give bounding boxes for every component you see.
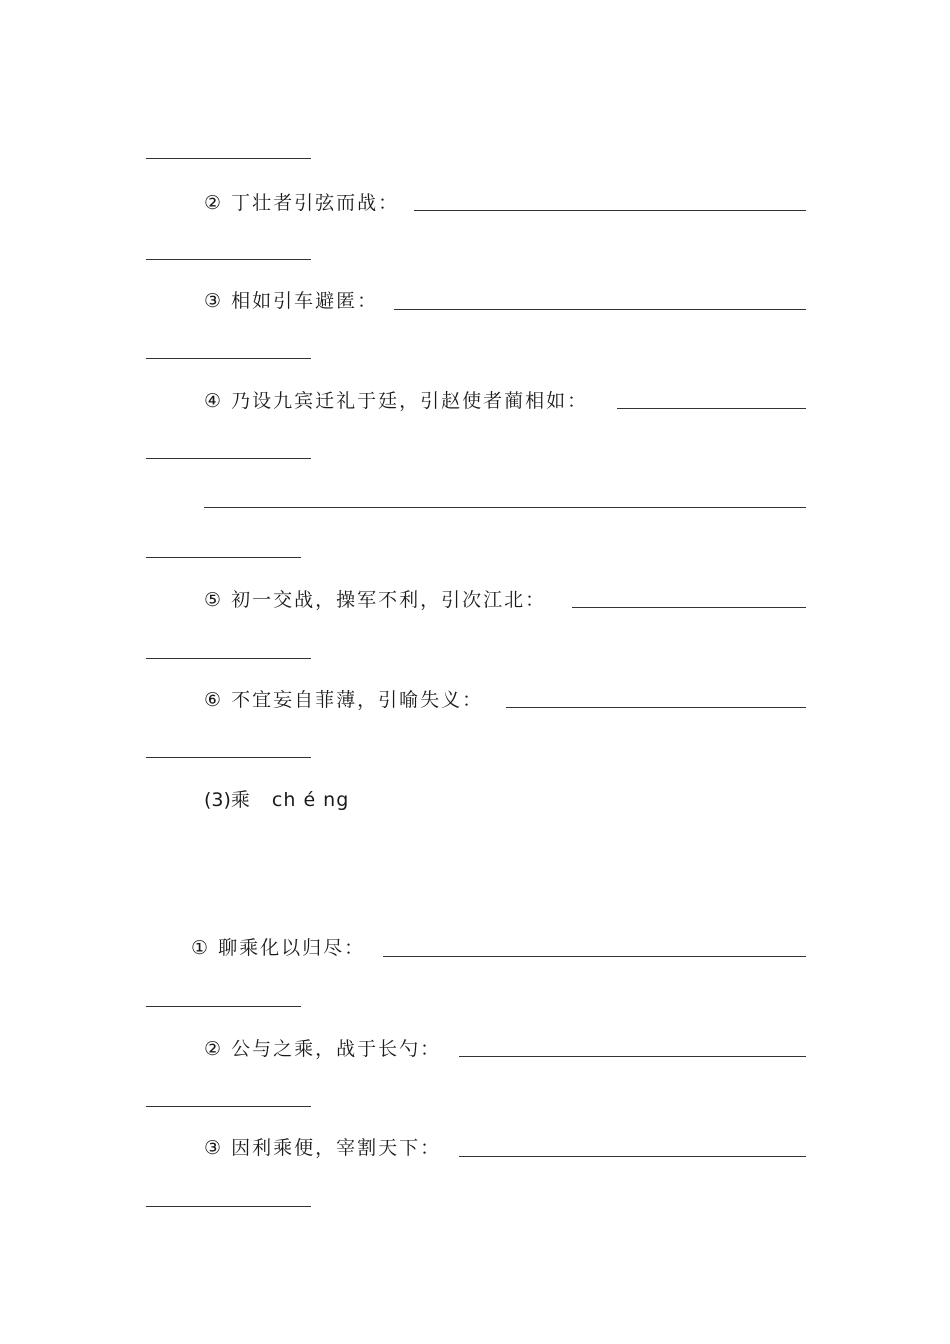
question-prompt: ③ 因利乘便，宰割天下： (204, 1137, 442, 1159)
answer-blank-continuation[interactable] (146, 259, 311, 260)
question-line (0, 685, 950, 715)
answer-blank-continuation[interactable] (146, 358, 311, 359)
question-prompt: ③ 相如引车避匿： (204, 290, 379, 312)
answer-blank-continuation[interactable] (146, 158, 311, 159)
answer-blank[interactable] (572, 607, 806, 608)
question-line (0, 1133, 950, 1163)
answer-blank[interactable] (459, 1056, 806, 1057)
question-prompt: ⑤ 初一交战，操军不利，引次江北： (204, 589, 547, 611)
question-prompt: ④ 乃设九宾迁礼于廷，引赵使者蔺相如： (204, 390, 589, 412)
question-line (0, 933, 950, 963)
answer-blank-continuation[interactable] (146, 1206, 311, 1207)
question-prompt: ② 公与之乘，战于长勺： (204, 1038, 442, 1060)
answer-blank-continuation[interactable] (146, 658, 311, 659)
answer-blank-continuation[interactable] (146, 1006, 301, 1007)
answer-blank[interactable] (383, 956, 806, 957)
answer-blank-continuation[interactable] (146, 557, 301, 558)
question-prompt: ① 聊乘化以归尽： (191, 937, 366, 959)
answer-blank-continuation[interactable] (146, 458, 311, 459)
answer-blank-extra[interactable] (204, 507, 806, 508)
question-prompt: ⑥ 不宜妄自菲薄，引喻失义： (204, 689, 484, 711)
section-heading (0, 785, 950, 815)
answer-blank[interactable] (617, 408, 806, 409)
question-prompt: ② 丁壮者引弦而战： (204, 192, 400, 214)
question-line (0, 585, 950, 615)
question-line (0, 386, 950, 416)
answer-blank[interactable] (414, 210, 806, 211)
answer-blank-continuation[interactable] (146, 1106, 311, 1107)
question-line (0, 1034, 950, 1064)
answer-blank[interactable] (394, 309, 806, 310)
question-line (0, 188, 950, 218)
answer-blank-continuation[interactable] (146, 757, 311, 758)
answer-blank[interactable] (459, 1156, 806, 1157)
answer-blank[interactable] (506, 707, 806, 708)
question-line (0, 286, 950, 316)
section-label: (3)乘 (204, 789, 250, 811)
section-pinyin: ch é ng (271, 789, 350, 811)
